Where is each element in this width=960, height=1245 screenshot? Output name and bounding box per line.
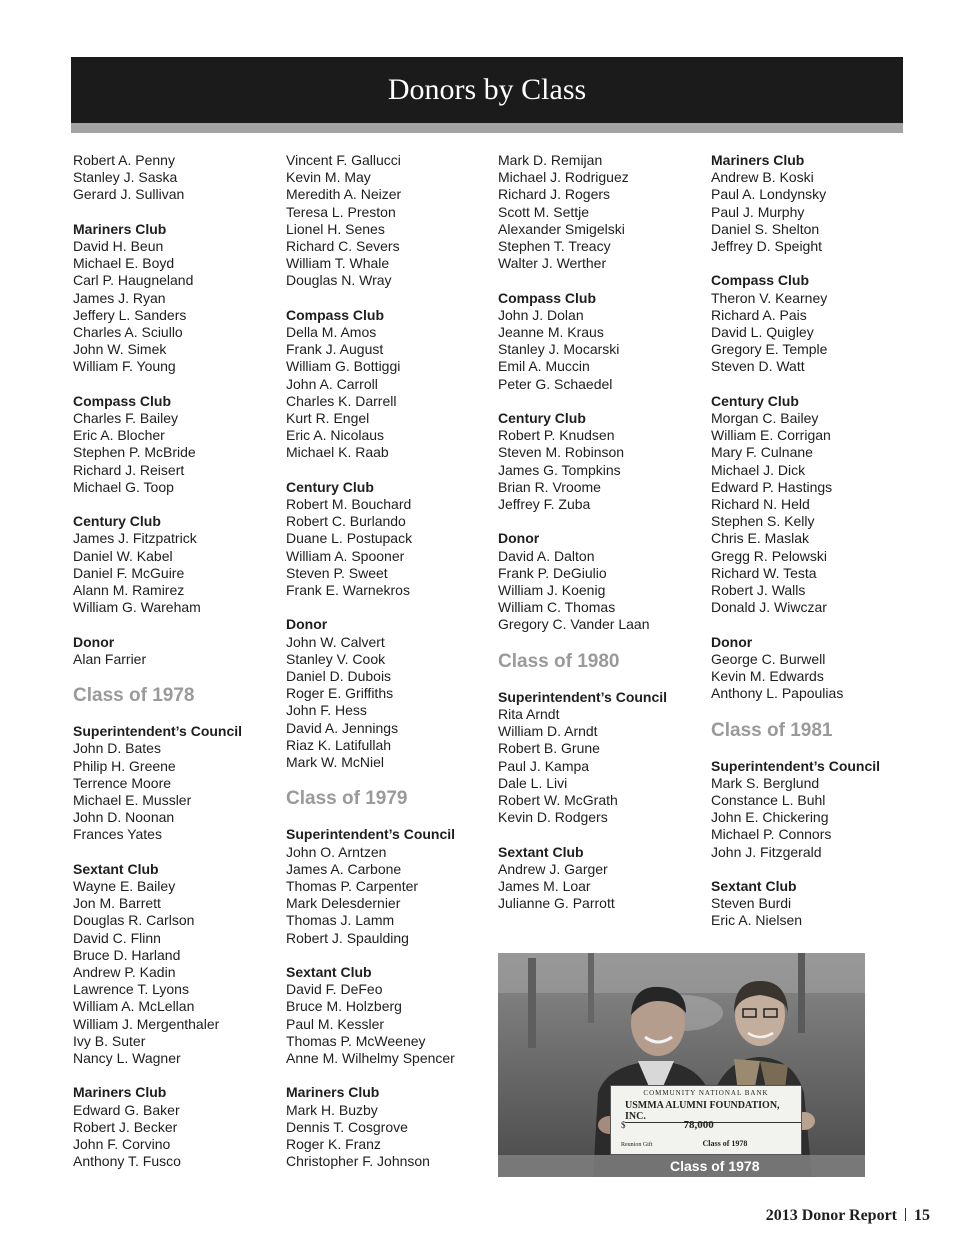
- page-title-banner: [71, 57, 903, 123]
- giving-level-heading: Compass Club: [73, 392, 172, 409]
- donor-group: [711, 152, 916, 255]
- donor-name: John D. Bates: [73, 740, 161, 757]
- page-number: 15: [914, 1207, 930, 1224]
- donor-name: John W. Simek: [73, 341, 167, 358]
- donor-group: [286, 479, 491, 599]
- donor-name: Edward G. Baker: [73, 1101, 180, 1118]
- ceremonial-check: [610, 1085, 802, 1155]
- donor-group: [73, 513, 278, 616]
- donor-name: Philip H. Greene: [73, 757, 176, 774]
- giving-level-heading: Mariners Club: [73, 1084, 167, 1101]
- donor-name: Robert P. Knudsen: [498, 427, 615, 444]
- donor-name: Jon M. Barrett: [73, 895, 161, 912]
- giving-level-heading: Mariners Club: [73, 220, 167, 237]
- donor-name: Scott M. Settje: [498, 203, 590, 220]
- class-year-heading: Class of 1980: [498, 650, 620, 672]
- donor-name: Frank J. August: [286, 341, 384, 358]
- donor-name: William E. Corrigan: [711, 427, 831, 444]
- check-class: Class of 1978: [702, 1139, 748, 1148]
- donor-name: Robert M. Bouchard: [286, 496, 412, 513]
- donor-name: William G. Bottiggi: [286, 358, 401, 375]
- donor-group: [711, 393, 916, 617]
- donor-name: Kevin M. Edwards: [711, 668, 824, 685]
- donor-name: Frank P. DeGiulio: [498, 564, 607, 581]
- donor-name: Jeffrey F. Zuba: [498, 496, 591, 513]
- donor-group: [498, 530, 703, 633]
- donor-name: Alan Farrier: [73, 650, 147, 667]
- donor-name: Thomas J. Lamm: [286, 912, 395, 929]
- donor-name: Robert J. Walls: [711, 582, 806, 599]
- page-footer: [766, 1207, 930, 1225]
- donor-name: Richard J. Rogers: [498, 186, 611, 203]
- giving-level-heading: Superintendent’s Council: [73, 723, 243, 740]
- donor-name: Thomas P. McWeeney: [286, 1032, 426, 1049]
- donor-name: Morgan C. Bailey: [711, 410, 819, 427]
- donor-name: Meredith A. Neizer: [286, 186, 402, 203]
- donor-name: Daniel W. Kabel: [73, 547, 173, 564]
- donor-group: [73, 221, 278, 376]
- check-bank-name: COMMUNITY NATIONAL BANK: [643, 1089, 769, 1097]
- class-year-heading: Class of 1979: [286, 788, 408, 810]
- donor-name: Mark W. McNiel: [286, 754, 384, 771]
- donor-name: Paul J. Murphy: [711, 203, 805, 220]
- donor-name: John F. Hess: [286, 702, 367, 719]
- donor-name: Mark D. Remijan: [498, 152, 603, 168]
- donor-group: [73, 634, 278, 668]
- footer-divider: [905, 1208, 906, 1221]
- donor-name: David A. Jennings: [286, 719, 399, 736]
- donor-name: Daniel F. McGuire: [73, 564, 185, 581]
- giving-level-heading: Sextant Club: [498, 843, 584, 860]
- donor-name: Steven D. Watt: [711, 358, 805, 375]
- giving-level-heading: Mariners Club: [286, 1084, 380, 1101]
- donor-name: Nancy L. Wagner: [73, 1050, 181, 1067]
- donor-column-4: [711, 152, 916, 947]
- donor-group: [711, 758, 916, 861]
- check-payee: USMMA ALUMNI FOUNDATION, INC.: [625, 1100, 801, 1123]
- donor-group: [711, 878, 916, 930]
- donor-name: Charles F. Bailey: [73, 410, 179, 427]
- giving-level-heading: Century Club: [498, 410, 586, 427]
- check-amount: 78,000: [683, 1119, 714, 1131]
- donor-name: Frances Yates: [73, 826, 162, 843]
- page-title: Donors by Class: [387, 73, 587, 106]
- donor-group: [73, 723, 278, 843]
- giving-level-heading: Superintendent’s Council: [711, 757, 881, 774]
- donor-name: George C. Burwell: [711, 650, 826, 667]
- class-year-heading: Class of 1981: [711, 719, 833, 741]
- donor-name: John J. Fitzgerald: [711, 843, 822, 860]
- donor-group: [73, 861, 278, 1067]
- reunion-photo: [498, 953, 865, 1177]
- donor-name: Anthony L. Papoulias: [711, 685, 844, 702]
- donor-name: John J. Dolan: [498, 306, 584, 323]
- donor-name: Edward P. Hastings: [711, 478, 833, 495]
- donor-name: Douglas R. Carlson: [73, 912, 195, 929]
- donor-name: Mark Delesdernier: [286, 895, 401, 912]
- donor-name: Richard A. Pais: [711, 306, 807, 323]
- donor-name: Gregory E. Temple: [711, 341, 828, 358]
- giving-level-heading: Donor: [498, 530, 540, 547]
- donor-name: Jeanne M. Kraus: [498, 324, 604, 341]
- donor-name: Daniel S. Shelton: [711, 220, 820, 237]
- donor-name: Gerard J. Sullivan: [73, 186, 185, 203]
- donor-group: [286, 1084, 491, 1170]
- donor-name: Wayne E. Bailey: [73, 878, 176, 895]
- donor-name: Riaz K. Latifullah: [286, 736, 392, 753]
- donor-name: Daniel D. Dubois: [286, 668, 392, 685]
- giving-level-heading: Sextant Club: [711, 878, 797, 895]
- donor-group: [498, 689, 703, 827]
- giving-level-heading: Superintendent’s Council: [286, 826, 456, 843]
- donor-name: David F. DeFeo: [286, 981, 383, 998]
- donor-name: Anne M. Wilhelmy Spencer: [286, 1050, 455, 1067]
- donor-name: Stanley J. Saska: [73, 169, 178, 186]
- donor-name: Mary F. Culnane: [711, 444, 813, 461]
- donor-name: Emil A. Muccin: [498, 358, 590, 375]
- donor-name: Eric A. Nicolaus: [286, 427, 385, 444]
- donor-group: [73, 1084, 278, 1170]
- donor-name: William A. Spooner: [286, 547, 405, 564]
- photo-caption: Class of 1978: [498, 1155, 865, 1177]
- donor-group: [286, 307, 491, 462]
- donor-name: James A. Carbone: [286, 860, 402, 877]
- donor-name: Bruce M. Holzberg: [286, 998, 402, 1015]
- donor-group: [286, 964, 491, 1067]
- giving-level-heading: Mariners Club: [711, 152, 805, 168]
- giving-level-heading: Compass Club: [286, 306, 385, 323]
- donor-name: Lawrence T. Lyons: [73, 981, 189, 998]
- donor-name: Robert B. Grune: [498, 740, 600, 757]
- donor-name: Richard C. Severs: [286, 238, 400, 255]
- donor-name: Robert W. McGrath: [498, 792, 618, 809]
- giving-level-heading: Century Club: [711, 392, 799, 409]
- donor-name: Duane L. Postupack: [286, 530, 413, 547]
- donor-name: Thomas P. Carpenter: [286, 878, 419, 895]
- donor-name: Robert C. Burlando: [286, 513, 406, 530]
- donor-name: Roger K. Franz: [286, 1136, 381, 1153]
- check-amount-line: $ 78,000: [621, 1119, 714, 1131]
- donor-group: [73, 152, 278, 204]
- donor-group: [286, 152, 491, 290]
- donor-column-1: [73, 152, 278, 1188]
- giving-level-heading: Century Club: [286, 478, 374, 495]
- check-memo: Reunion Gift: [621, 1142, 653, 1148]
- donor-group: [286, 826, 491, 946]
- donor-name: Terrence Moore: [73, 774, 172, 791]
- donor-column-3: [498, 152, 703, 930]
- donor-name: Ivy B. Suter: [73, 1032, 146, 1049]
- donor-name: Richard N. Held: [711, 496, 810, 513]
- donor-name: Robert A. Penny: [73, 152, 175, 168]
- donor-name: Vincent F. Gallucci: [286, 152, 401, 168]
- donor-name: Stephen S. Kelly: [711, 513, 815, 530]
- donor-name: Kevin D. Rodgers: [498, 809, 608, 826]
- donor-group: [73, 393, 278, 496]
- donor-name: John A. Carroll: [286, 375, 378, 392]
- donor-name: James M. Loar: [498, 878, 591, 895]
- donor-column-2: [286, 152, 491, 1188]
- donor-name: Charles K. Darrell: [286, 392, 397, 409]
- donor-name: Alann M. Ramirez: [73, 582, 185, 599]
- donor-name: Eric A. Nielsen: [711, 912, 803, 929]
- donor-name: Kurt R. Engel: [286, 410, 370, 427]
- donor-name: Anthony T. Fusco: [73, 1153, 181, 1170]
- donor-name: John D. Noonan: [73, 809, 175, 826]
- donor-name: Donald J. Wiwczar: [711, 599, 827, 616]
- giving-level-heading: Donor: [73, 633, 115, 650]
- donor-name: James J. Ryan: [73, 289, 166, 306]
- donor-name: Stephen P. McBride: [73, 444, 196, 461]
- donor-name: Mark S. Berglund: [711, 774, 820, 791]
- donor-name: Michael J. Rodriguez: [498, 169, 629, 186]
- donor-name: Della M. Amos: [286, 324, 377, 341]
- donor-name: Stanley V. Cook: [286, 650, 386, 667]
- donor-name: Michael G. Toop: [73, 478, 174, 495]
- donor-name: James G. Tompkins: [498, 461, 621, 478]
- donor-group: [498, 152, 703, 272]
- donor-group: [498, 844, 703, 913]
- donor-name: Dale L. Livi: [498, 774, 568, 791]
- donor-name: Robert J. Becker: [73, 1118, 178, 1135]
- donor-name: Douglas N. Wray: [286, 272, 392, 289]
- donor-name: Michael P. Connors: [711, 826, 832, 843]
- donor-name: Jeffrey D. Speight: [711, 238, 823, 255]
- donor-name: Michael J. Dick: [711, 461, 806, 478]
- donor-name: Christopher F. Johnson: [286, 1153, 430, 1170]
- donor-name: Lionel H. Senes: [286, 220, 385, 237]
- donor-name: Peter G. Schaedel: [498, 375, 613, 392]
- donor-name: David L. Quigley: [711, 324, 814, 341]
- donor-group: [286, 616, 491, 771]
- donor-name: Alexander Smigelski: [498, 220, 625, 237]
- giving-level-heading: Sextant Club: [73, 860, 159, 877]
- donor-group: [711, 634, 916, 703]
- donor-name: Mark H. Buzby: [286, 1101, 378, 1118]
- donor-name: Carl P. Haugneland: [73, 272, 194, 289]
- check-memo-line: [621, 1139, 747, 1148]
- donor-name: Paul J. Kampa: [498, 757, 590, 774]
- report-title: 2013 Donor Report: [765, 1207, 897, 1224]
- donor-name: Stanley J. Mocarski: [498, 341, 620, 358]
- donor-name: Paul A. Londynsky: [711, 186, 827, 203]
- donor-name: Brian R. Vroome: [498, 478, 601, 495]
- donor-group: [498, 410, 703, 513]
- donor-name: John O. Arntzen: [286, 843, 387, 860]
- donor-name: David H. Beun: [73, 238, 164, 254]
- donor-name: Paul M. Kessler: [286, 1015, 385, 1032]
- donor-name: Richard J. Reisert: [73, 461, 185, 478]
- donor-name: William C. Thomas: [498, 599, 616, 616]
- donor-name: Teresa L. Preston: [286, 203, 396, 220]
- donor-group: [498, 290, 703, 393]
- donor-name: Bruce D. Harland: [73, 946, 181, 963]
- donor-name: Andrew P. Kadin: [73, 964, 176, 981]
- giving-level-heading: Compass Club: [711, 272, 810, 289]
- donor-name: William D. Arndt: [498, 723, 598, 740]
- donor-name: Andrew B. Koski: [711, 169, 814, 186]
- donor-name: William T. Whale: [286, 255, 390, 272]
- giving-level-heading: Donor: [711, 633, 753, 650]
- donor-name: John F. Corvino: [73, 1136, 171, 1153]
- donor-name: Michael E. Mussler: [73, 792, 192, 809]
- donor-name: Jeffery L. Sanders: [73, 306, 187, 323]
- donor-group: [711, 272, 916, 375]
- giving-level-heading: Compass Club: [498, 289, 597, 306]
- donor-name: Michael K. Raab: [286, 444, 389, 461]
- donor-name: Steven P. Sweet: [286, 564, 388, 581]
- donor-name: David C. Flinn: [73, 929, 161, 946]
- donor-name: John W. Calvert: [286, 633, 385, 650]
- donor-name: Andrew J. Garger: [498, 860, 608, 877]
- giving-level-heading: Sextant Club: [286, 964, 372, 981]
- donor-name: David A. Dalton: [498, 547, 595, 564]
- donor-name: Gregory C. Vander Laan: [498, 616, 650, 633]
- banner-rule: [71, 123, 903, 133]
- donor-name: Julianne G. Parrott: [498, 895, 615, 912]
- donor-name: Steven M. Robinson: [498, 444, 625, 461]
- donor-name: Kevin M. May: [286, 169, 371, 186]
- donor-name: Constance L. Buhl: [711, 792, 826, 809]
- donor-name: William J. Koenig: [498, 582, 606, 599]
- donor-name: Richard W. Testa: [711, 564, 817, 581]
- donor-name: Dennis T. Cosgrove: [286, 1118, 408, 1135]
- donor-name: Steven Burdi: [711, 895, 792, 912]
- class-year-heading: Class of 1978: [73, 685, 195, 707]
- donor-name: Chris E. Maslak: [711, 530, 810, 547]
- donor-name: Eric A. Blocher: [73, 427, 165, 444]
- donor-name: William J. Mergenthaler: [73, 1015, 220, 1032]
- donor-name: Roger E. Griffiths: [286, 685, 394, 702]
- giving-level-heading: Donor: [286, 616, 328, 633]
- donor-name: Charles A. Sciullo: [73, 324, 183, 341]
- donor-name: Robert J. Spaulding: [286, 929, 409, 946]
- giving-level-heading: Century Club: [73, 513, 161, 530]
- donor-name: William F. Young: [73, 358, 176, 375]
- donor-name: James J. Fitzpatrick: [73, 530, 197, 547]
- donor-name: Rita Arndt: [498, 706, 560, 723]
- donor-name: Walter J. Werther: [498, 255, 607, 272]
- donor-name: William G. Wareham: [73, 599, 201, 616]
- donor-name: Gregg R. Pelowski: [711, 547, 827, 564]
- donor-name: John E. Chickering: [711, 809, 829, 826]
- donor-name: Frank E. Warnekros: [286, 582, 410, 599]
- donor-name: Michael E. Boyd: [73, 255, 175, 272]
- donor-name: Theron V. Kearney: [711, 289, 828, 306]
- donor-name: William A. McLellan: [73, 998, 195, 1015]
- donor-name: Stephen T. Treacy: [498, 238, 611, 255]
- giving-level-heading: Superintendent’s Council: [498, 688, 668, 705]
